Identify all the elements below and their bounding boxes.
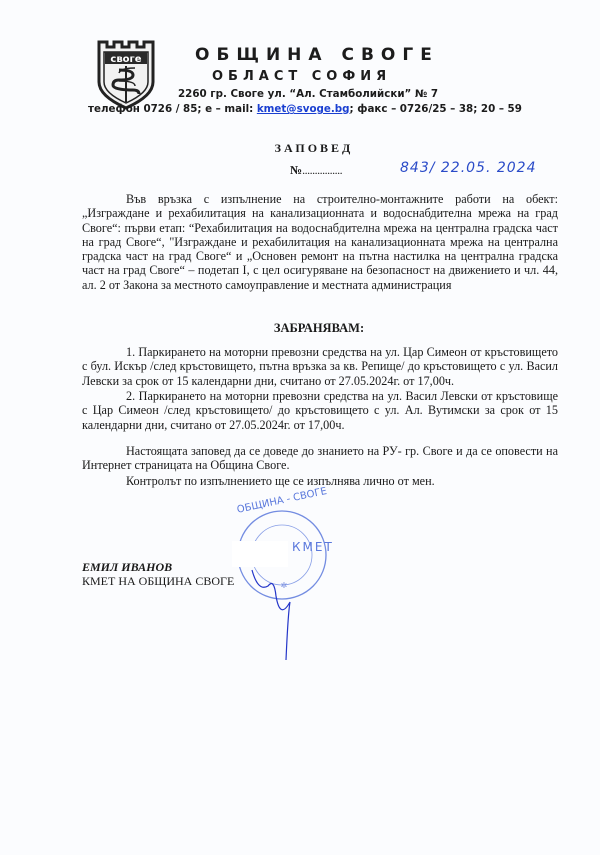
intro-paragraph: Във връзка с изпълнение на строително-монтажните работи на обект: „Изграждане и рехабилитация на канализационната и водоснабдителна мрежа на град Своге“: първи етап: “Рехабилитация на водоснабдителна мрежа на централна градска част на град Своге“, "Изграждане и рехабилитация на канализационната мрежа на централна градска част на град Своге“ и „Основен ремонт на пътна настилка на централна градска част на град Своге“ – подетап I, с цел осигуряване на безопасност на движението и чл. 44, ал. 2 от Закона за местното самоуправление и местната администрация xyxy=(82,192,558,292)
forbid-item-2: 2. Паркирането на моторни превозни средства на ул. Васил Левски от кръстовище с Цар Симеон /след кръстовището/ до кръстовището с ул. Ал. Вутимски за срок от 15 календарни дни, считано от 27.05.2024г. от 17,00ч. xyxy=(82,389,558,432)
stamp-center-text: КМЕТ xyxy=(292,540,334,554)
forbid-heading: ЗАБРАНЯВАМ: xyxy=(273,321,365,335)
municipality-name: ОБЩИНА СВОГЕ xyxy=(195,45,439,65)
email-link[interactable]: kmet@svoge.bg xyxy=(256,103,350,115)
signatory-name: ЕМИЛ ИВАНОВ xyxy=(82,560,173,574)
svg-text:✲: ✲ xyxy=(280,581,288,590)
forbid-item-1: 1. Паркирането на моторни превозни средства на ул. Цар Симеон от кръстовището с бул. Искър /след кръстовището, пътна връзка за кв. Репище/ до кръстовището с ул. Васил Левски за срок от 15 календарни дни, считано от 27.05.2024г. от 17,00ч. xyxy=(82,345,558,388)
handwritten-number-date: 843/ 22.05. 2024 xyxy=(400,160,537,176)
number-sign: № xyxy=(290,163,303,177)
logo-text: своге xyxy=(110,54,142,65)
number-dots: ................ xyxy=(302,163,343,177)
address: 2260 гр. Своге ул. “Ал. Стамболийски” № 7 xyxy=(178,88,439,100)
official-stamp xyxy=(222,500,332,660)
municipality-logo xyxy=(95,38,157,110)
control-paragraph: Контролът по изпълнението ще се изпълнява лично от мен. xyxy=(126,474,435,488)
redaction-box xyxy=(232,541,288,567)
document-number xyxy=(290,163,342,178)
notice-paragraph: Настоящата заповед да се доведе до знанието на РУ- гр. Своге и да се оповести на Интернет страницата на Община Своге. xyxy=(82,444,558,473)
contacts-prefix: телефон 0726 / 85; е – mail: xyxy=(88,103,257,115)
region-name: ОБЛАСТ СОФИЯ xyxy=(212,69,392,84)
contacts-suffix: ; факс – 0726/25 – 38; 20 – 59 xyxy=(349,103,522,115)
stamp-ring-text: ОБЩИНА - СВОГЕ xyxy=(236,485,328,516)
contacts-line xyxy=(88,103,522,116)
signatory-role: КМЕТ НА ОБЩИНА СВОГЕ xyxy=(82,574,235,588)
document-title: ЗАПОВЕД xyxy=(274,141,354,155)
